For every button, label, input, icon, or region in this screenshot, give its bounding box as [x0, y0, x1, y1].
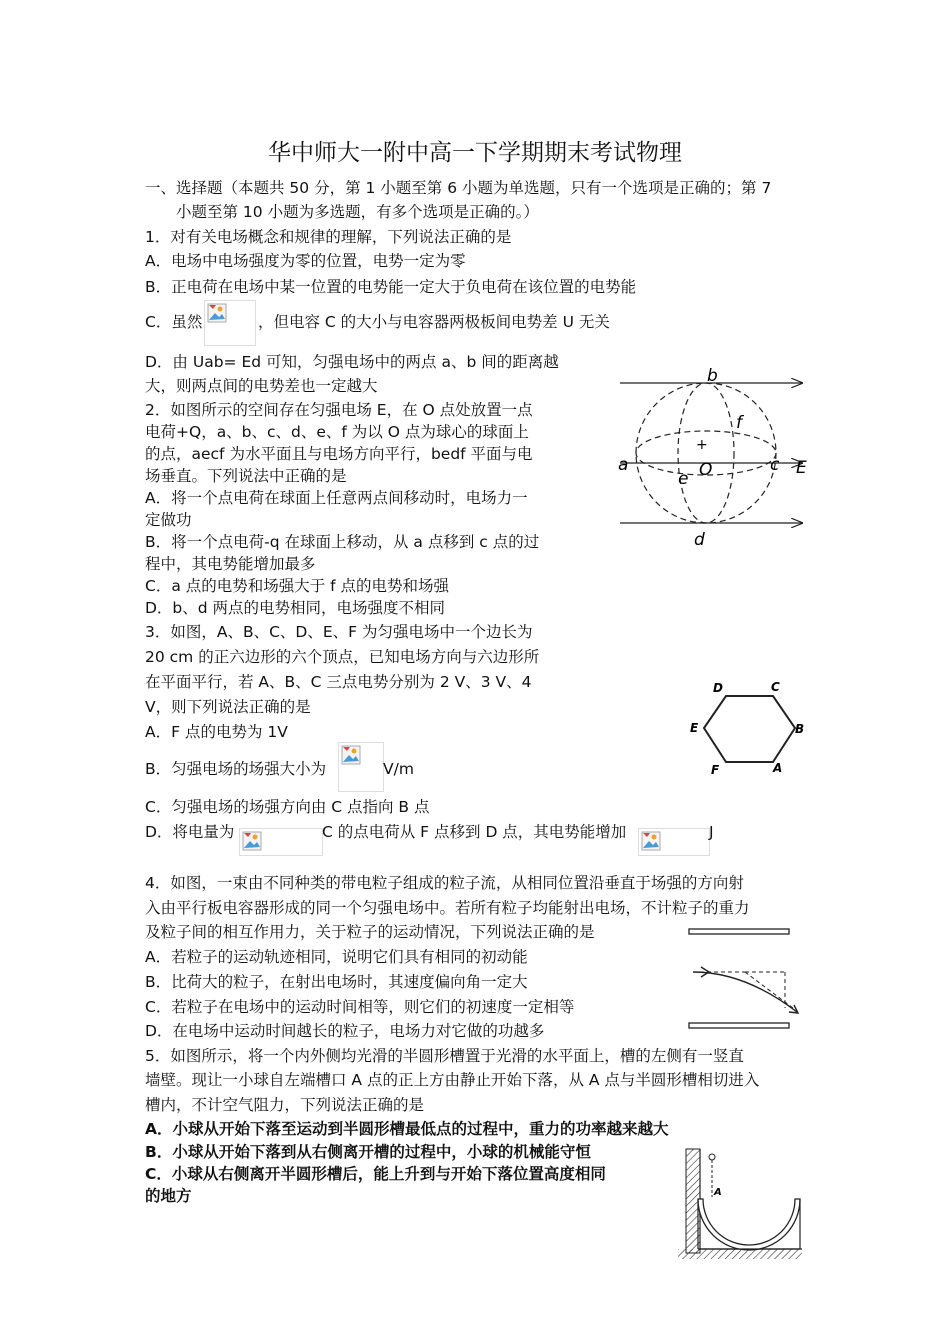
- q5-stem-3: 槽内，不计空气阻力，下列说法正确的是: [145, 1096, 425, 1114]
- label-o: O: [699, 460, 713, 480]
- q3-option-b-pre: B．匀强电场的场强大小为: [145, 760, 327, 778]
- q3-option-d-unit: J: [709, 823, 714, 841]
- q5-stem-2: 墙壁。现让一小球自左端槽口 A 点的正上方由静止开始下落，从 A 点与半圆形槽相切进入: [145, 1071, 760, 1089]
- q2-option-b: B．将一个点电荷-q 在球面上移动，从 a 点移到 c 点的过: [145, 533, 540, 551]
- q5-option-b: B．小球从开始下落到从右侧离开槽的过程中，小球的机械能守恒: [145, 1143, 591, 1161]
- q1-option-d-cont: 大，则两点间的电势差也一定越大: [145, 377, 378, 395]
- q4-option-c: C．若粒子在电场中的运动时间相等，则它们的初速度一定相等: [145, 998, 575, 1016]
- section-heading-cont: 小题至第 10 小题为多选题，有多个选项是正确的。）: [176, 203, 539, 221]
- q1-option-b: B．正电荷在电场中某一位置的电势能一定大于负电荷在该位置的电势能: [145, 278, 637, 296]
- label-a: a: [618, 455, 629, 475]
- capacitor-deflection-figure: [685, 920, 810, 1035]
- hex-label-e: E: [690, 721, 699, 735]
- q3-stem-4: V，则下列说法正确的是: [145, 698, 311, 716]
- broken-image-icon: [204, 300, 256, 346]
- q3-stem-1: 3．如图，A、B、C、D、E、F 为匀强电场中一个边长为: [145, 623, 533, 641]
- q2-stem-2: 电荷+Q，a、b、c、d、e、f 为以 O 点为球心的球面上: [145, 423, 529, 441]
- q2-stem-4: 场垂直。下列说法中正确的是: [145, 467, 347, 485]
- semicircle-groove-figure: [676, 1145, 806, 1265]
- q5-option-c: C．小球从右侧离开半圆形槽后，能上升到与开始下落位置高度相同: [145, 1165, 606, 1183]
- hex-label-d: D: [713, 681, 723, 695]
- hex-label-c: C: [771, 680, 780, 694]
- q2-option-c: C．a 点的电势和场强大于 f 点的电势和场强: [145, 577, 450, 595]
- q2-option-a: A．将一个点电荷在球面上任意两点间移动时，电场力一: [145, 489, 528, 507]
- label-d: d: [694, 530, 705, 550]
- page-title: 华中师大一附中高一下学期期末考试物理: [268, 140, 682, 166]
- q4-option-a: A．若粒子的运动轨迹相同，说明它们具有相同的初动能: [145, 948, 528, 966]
- q3-option-d-pre: D．将电量为: [145, 823, 235, 841]
- q4-stem-3: 及粒子间的相互作用力，关于粒子的运动情况，下列说法正确的是: [145, 923, 595, 941]
- q3-stem-3: 在平面平行，若 A、B、C 三点电势分别为 2 V、3 V、4: [145, 673, 532, 691]
- q1-option-c-pre: C．虽然: [145, 313, 203, 331]
- broken-image-icon: [239, 828, 323, 856]
- broken-image-icon: [638, 828, 710, 856]
- q2-option-a-cont: 定做功: [145, 511, 192, 529]
- label-c: c: [770, 455, 780, 475]
- q3-option-d-mid: C 的点电荷从 F 点移到 D 点，其电势能增加: [322, 823, 627, 841]
- q2-stem-3: 的点，aecf 为水平面且与电场方向平行，bedf 平面与电: [145, 445, 533, 463]
- q1-stem: 1．对有关电场概念和规律的理解，下列说法正确的是: [145, 228, 512, 246]
- section-heading: 一、选择题（本题共 50 分，第 1 小题至第 6 小题为单选题，只有一个选项是正确的；第 7: [145, 179, 772, 197]
- q1-option-d: D．由 Uab= Ed 可知，匀强电场中的两点 a、b 间的距离越: [145, 353, 559, 371]
- label-plus: +: [696, 437, 708, 453]
- label-b: b: [707, 366, 718, 386]
- hex-label-f: F: [711, 763, 720, 777]
- broken-image-icon: [338, 742, 384, 792]
- sphere-field-figure: [610, 360, 815, 550]
- hexagon-figure: [685, 676, 815, 781]
- hex-label-b: B: [795, 722, 805, 736]
- label-f: f: [736, 413, 742, 433]
- groove-label-a: A: [714, 1187, 722, 1198]
- q5-option-a: A．小球从开始下落至运动到半圆形槽最低点的过程中，重力的功率越来越大: [145, 1120, 669, 1138]
- label-e: e: [678, 469, 689, 489]
- q4-option-d: D．在电场中运动时间越长的粒子，电场力对它做的功越多: [145, 1022, 545, 1040]
- q3-option-b-unit: V/m: [383, 760, 414, 778]
- q3-option-a: A．F 点的电势为 1V: [145, 723, 288, 741]
- q3-option-c: C．匀强电场的场强方向由 C 点指向 B 点: [145, 798, 430, 816]
- label-e-field: E: [796, 458, 807, 478]
- q2-option-d: D．b、d 两点的电势相同，电场强度不相同: [145, 599, 446, 617]
- q3-stem-2: 20 cm 的正六边形的六个顶点，已知电场方向与六边形所: [145, 648, 540, 666]
- q1-option-a: A．电场中电场强度为零的位置，电势一定为零: [145, 252, 466, 270]
- q1-option-c-post: ，但电容 C 的大小与电容器两极板间电势差 U 无关: [258, 313, 610, 331]
- q5-option-c-cont: 的地方: [145, 1187, 192, 1205]
- q2-stem-1: 2．如图所示的空间存在匀强电场 E，在 O 点处放置一点: [145, 401, 533, 419]
- q5-stem-1: 5．如图所示，将一个内外侧均光滑的半圆形槽置于光滑的水平面上，槽的左侧有一竖直: [145, 1047, 744, 1065]
- q4-stem-2: 入由平行板电容器形成的同一个匀强电场中。若所有粒子均能射出电场，不计粒子的重力: [145, 899, 750, 917]
- q4-option-b: B．比荷大的粒子，在射出电场时，其速度偏向角一定大: [145, 973, 528, 991]
- q4-stem-1: 4．如图，一束由不同种类的带电粒子组成的粒子流，从相同位置沿垂直于场强的方向射: [145, 874, 744, 892]
- hex-label-a: A: [773, 761, 783, 775]
- q2-option-b-cont: 程中，其电势能增加最多: [145, 555, 316, 573]
